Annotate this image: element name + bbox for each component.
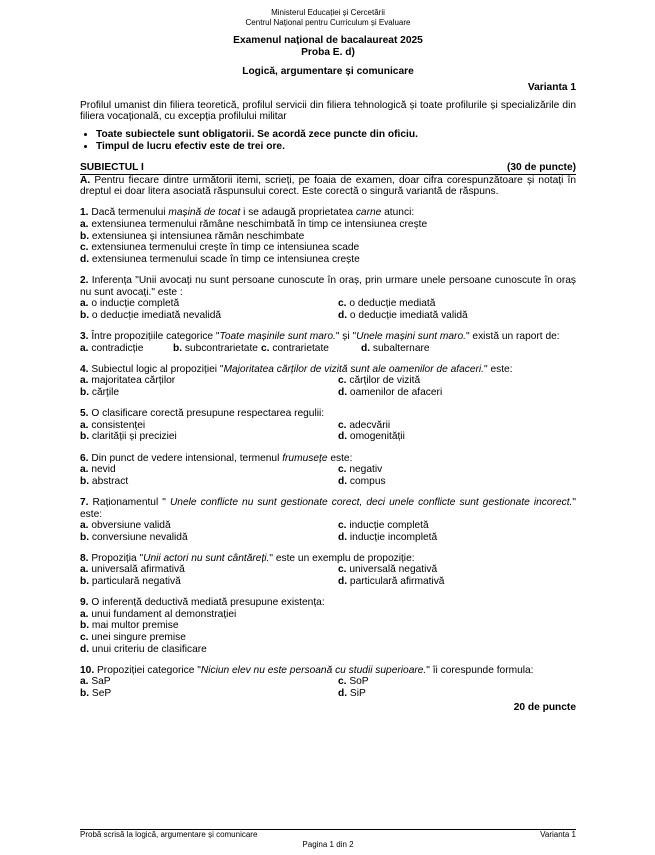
option-text: inducție incompletă (349, 531, 438, 543)
question-text (80, 553, 576, 565)
option-letter: d. (338, 531, 348, 543)
part-a-letter: A. (80, 174, 91, 186)
option-letter: b. (80, 576, 90, 588)
answer-option (338, 576, 576, 588)
option-letter: b. (80, 531, 90, 543)
answer-option (338, 464, 576, 476)
answer-option (80, 576, 338, 588)
option-text: cărților de vizită (349, 375, 421, 387)
answer-option (338, 676, 576, 688)
question-italic: Niciun elev nu este persoană cu studii superioare. (200, 664, 427, 676)
question-item (80, 665, 576, 700)
answer-option (80, 343, 173, 355)
answer-options (80, 464, 576, 487)
option-text: SoP (349, 676, 369, 688)
question-stem-cont: i se adaugă proprietatea (240, 207, 356, 219)
answer-options (80, 343, 576, 355)
answer-option (338, 532, 576, 544)
question-number: 7. (80, 496, 89, 508)
option-letter: d. (80, 253, 90, 265)
option-text: extensiunea termenului crește în timp ce intensiunea scade (91, 242, 360, 254)
option-letter: d. (338, 386, 348, 398)
option-letter: a. (80, 419, 89, 431)
question-number: 2. (80, 275, 89, 287)
answer-option (80, 564, 338, 576)
option-text: extensiunea termenului scade în timp ce intensiunea crește (91, 253, 360, 265)
question-stem: Între propozițiile categorice " (91, 331, 220, 342)
option-letter: b. (80, 431, 90, 443)
answer-options (80, 564, 576, 587)
option-text: SaP (91, 676, 111, 688)
option-letter: d. (338, 576, 348, 588)
question-item (80, 331, 576, 354)
exam-page (80, 8, 576, 714)
answer-option (338, 375, 576, 387)
answer-options (80, 219, 576, 265)
option-letter: c. (338, 676, 347, 688)
answer-option (80, 644, 576, 656)
option-text: majoritatea cărților (91, 375, 176, 387)
answer-option (173, 343, 261, 355)
intro-paragraph: Profilul umanist din filiera teoretică, profilul servicii din filiera tehnologică și toate profilurile și specializările din filiera vocațională, cu excepția profilului militar (80, 99, 576, 123)
answer-options (80, 676, 576, 699)
option-letter: a. (80, 608, 89, 620)
question-text (80, 497, 576, 520)
option-text: compus (349, 475, 386, 487)
answer-option (80, 676, 338, 688)
answer-option (338, 688, 576, 700)
answer-option (80, 532, 338, 544)
question-stem: Propoziției categorice " (97, 664, 201, 676)
answer-option (80, 310, 338, 322)
option-text: particulară afirmativă (349, 576, 445, 588)
answer-option (80, 242, 576, 254)
answer-option (80, 632, 576, 644)
answer-option (80, 231, 576, 243)
option-text: o deducție imediată nevalidă (91, 309, 222, 321)
question-text (80, 408, 576, 420)
question-item (80, 597, 576, 655)
question-stem: Propoziția " (91, 552, 144, 564)
option-letter: b. (173, 342, 183, 354)
answer-option (261, 343, 361, 355)
question-number: 1. (80, 207, 89, 219)
option-letter: c. (338, 419, 347, 431)
page-footer (80, 829, 576, 850)
option-letter: a. (80, 342, 89, 354)
answer-options (80, 298, 576, 321)
option-text: contradicție (91, 342, 144, 354)
answer-option (80, 688, 338, 700)
question-text (80, 597, 576, 609)
option-text: obversiune validă (91, 520, 171, 532)
page-number: Pagina 1 din 2 (302, 840, 354, 849)
question-number: 10. (80, 664, 95, 676)
answer-option (80, 387, 338, 399)
question-italic: Majoritatea cărților de vizită sunt ale oamenilor de afaceri. (223, 363, 484, 375)
question-item (80, 207, 576, 265)
question-item (80, 553, 576, 588)
option-text: SeP (91, 688, 112, 699)
question-number: 8. (80, 552, 89, 564)
variant-label: Varianta 1 (527, 81, 576, 93)
answer-option (338, 520, 576, 532)
option-text: mai multor premise (91, 620, 179, 632)
option-text: particulară negativă (91, 576, 181, 588)
answer-option (338, 298, 576, 310)
answer-options (80, 520, 576, 543)
answer-option (80, 298, 338, 310)
rule-item: • Toate subiectele sunt obligatorii. Se acordă zece puncte din oficiu. (96, 129, 576, 141)
footer-right: Varianta 1 (540, 830, 576, 839)
answer-option (80, 464, 338, 476)
option-text: omogenității (349, 431, 405, 443)
option-letter: c. (338, 375, 347, 387)
answer-option (338, 476, 576, 488)
option-letter: c. (261, 342, 270, 354)
answer-option (80, 609, 576, 621)
question-text (80, 453, 576, 465)
answer-option (338, 310, 576, 322)
answer-option (338, 420, 576, 432)
option-text: contrarietate (272, 342, 329, 354)
question-stem: Raționamentul " (92, 496, 170, 508)
option-text: clarității și preciziei (91, 431, 177, 443)
option-letter: a. (80, 676, 89, 688)
option-text: unui criteriu de clasificare (91, 643, 207, 655)
answer-option (338, 564, 576, 576)
question-stem: Din punct de vedere intensional, termenul (91, 452, 283, 464)
question-number: 3. (80, 331, 89, 342)
option-letter: c. (80, 632, 89, 644)
answer-option (80, 476, 338, 488)
option-text: adecvării (349, 419, 391, 431)
answer-option (80, 219, 576, 231)
option-letter: a. (80, 520, 89, 532)
option-text: oamenilor de afaceri (349, 386, 443, 398)
question-stem-end: atunci: (381, 207, 415, 219)
option-text: nevid (91, 464, 116, 476)
question-italic: frumusețe (282, 452, 328, 464)
question-stem-cont: " îi corespunde formula: (426, 664, 534, 676)
question-stem-cont: " este un exemplu de propoziție: (269, 552, 415, 564)
option-letter: b. (80, 386, 90, 398)
answer-options (80, 609, 576, 655)
option-letter: d. (338, 475, 348, 487)
answer-option (80, 431, 338, 443)
question-italic-2: carne (355, 207, 382, 219)
question-stem-cont: " este: (484, 363, 513, 375)
option-letter: d. (80, 643, 90, 655)
answer-options (80, 375, 576, 398)
option-letter: c. (338, 298, 347, 310)
option-letter: a. (80, 298, 89, 310)
option-letter: d. (338, 688, 348, 699)
question-stem-cont: " și " (335, 331, 357, 342)
option-text: extensiunea și intensiunea rămân neschimbate (91, 230, 305, 242)
answer-option (338, 431, 576, 443)
option-text: o inducție completă (91, 298, 180, 310)
footer-left: Probă scrisă la logică, argumentare și comunicare (80, 830, 258, 839)
answer-option (361, 343, 576, 355)
question-stem-end: " există un raport de: (465, 331, 560, 342)
question-number: 5. (80, 408, 89, 420)
question-stem: O inferență deductivă mediată presupune existența: (91, 597, 325, 609)
questions-list (80, 207, 576, 699)
ministry-name: Ministerul Educației și Cercetării (271, 8, 385, 17)
question-number: 4. (80, 363, 89, 375)
option-letter: b. (80, 309, 90, 321)
option-letter: c. (338, 564, 347, 576)
option-text: SiP (349, 688, 366, 699)
question-item (80, 275, 576, 321)
answer-option (80, 375, 338, 387)
option-letter: a. (80, 564, 89, 576)
question-item (80, 453, 576, 488)
question-item (80, 497, 576, 543)
question-italic: Unele conflicte nu sunt gestionate corect, deci unele conflicte sunt gestionate incorect. (169, 496, 573, 508)
option-letter: c. (338, 464, 347, 476)
question-stem-cont: este: (327, 452, 353, 464)
option-text: o deducție mediată (349, 298, 436, 310)
option-text: cărțile (91, 386, 120, 398)
question-text (80, 275, 576, 298)
question-number: 6. (80, 452, 89, 464)
question-item (80, 408, 576, 443)
question-stem: Dacă termenului (91, 207, 169, 219)
option-letter: c. (80, 242, 89, 254)
part-a-text: Pentru fiecare dintre următorii itemi, scrieți, pe foaia de examen, doar cifra corespunzătoare și notați în dreptul ei doar litera asociată răspunsului corect. Este corectă o singură variantă de răspuns. (80, 174, 576, 198)
section-title: SUBIECTUL I (80, 161, 144, 173)
option-letter: a. (80, 464, 89, 476)
question-italic: Unii actori nu sunt cântăreți. (143, 552, 270, 564)
answer-option (80, 520, 338, 532)
section-heading (80, 162, 576, 175)
option-letter: d. (338, 309, 348, 321)
question-text (80, 364, 576, 376)
option-text: o deducție imediată validă (349, 309, 468, 321)
option-text: unui fundament al demonstrației (91, 608, 237, 620)
option-letter: d. (361, 342, 371, 354)
option-letter: c. (338, 520, 347, 532)
option-text: subalternare (372, 342, 430, 354)
option-text: consistenței (91, 419, 146, 431)
option-text: conversiune nevalidă (91, 531, 188, 543)
option-text: unei singure premise (91, 632, 186, 644)
option-letter: b. (80, 620, 90, 632)
subject-title: Logică, argumentare și comunicare (242, 66, 414, 77)
option-letter: a. (80, 375, 89, 387)
option-text: inducție completă (349, 520, 429, 532)
option-text: subcontrarietate (184, 342, 258, 354)
option-letter: a. (80, 219, 89, 231)
proba-title: Proba E. d) (301, 46, 355, 58)
answer-option (80, 620, 576, 632)
answer-option (80, 420, 338, 432)
answer-options (80, 420, 576, 443)
option-text: universală afirmativă (91, 564, 185, 576)
answer-option (338, 387, 576, 399)
rules-list (80, 129, 576, 153)
question-number: 9. (80, 597, 89, 609)
option-letter: b. (80, 230, 90, 242)
center-name: Centrul Național pentru Curriculum și Evaluare (245, 17, 411, 27)
question-text (80, 331, 576, 343)
section-points: (30 de puncte) (506, 161, 576, 173)
rule-item: • Timpul de lucru efectiv este de trei ore. (96, 141, 576, 153)
question-stem: Inferența "Unii avocați nu sunt persoane cunoscute în oraș, prin urmare unele persoane cunoscute în oraș nu sunt avocați." este : (80, 275, 577, 298)
question-text (80, 207, 576, 219)
total-points: 20 de puncte (513, 701, 576, 713)
question-italic: mașină de tocat (168, 207, 241, 219)
question-text (80, 665, 576, 677)
question-stem: O clasificare corectă presupune respectarea regulii: (91, 408, 325, 420)
option-letter: b. (80, 475, 90, 487)
question-stem: Subiectul logic al propoziției " (91, 363, 224, 375)
question-italic-2: Unele mașini sunt maro. (356, 331, 466, 342)
option-letter: b. (80, 688, 90, 699)
option-text: extensiunea termenului rămâne neschimbată în timp ce intensiunea crește (91, 219, 428, 231)
option-text: universală negativă (349, 564, 438, 576)
question-stem-cont: " este: (80, 496, 576, 520)
question-italic: Toate mașinile sunt maro. (219, 331, 336, 342)
question-item (80, 364, 576, 399)
option-letter: d. (338, 431, 348, 443)
answer-option (80, 254, 576, 266)
option-text: abstract (91, 475, 129, 487)
exam-title: Examenul național de bacalaureat 2025 (233, 35, 423, 46)
option-text: negativ (349, 464, 383, 476)
part-a-instructions (80, 175, 576, 198)
